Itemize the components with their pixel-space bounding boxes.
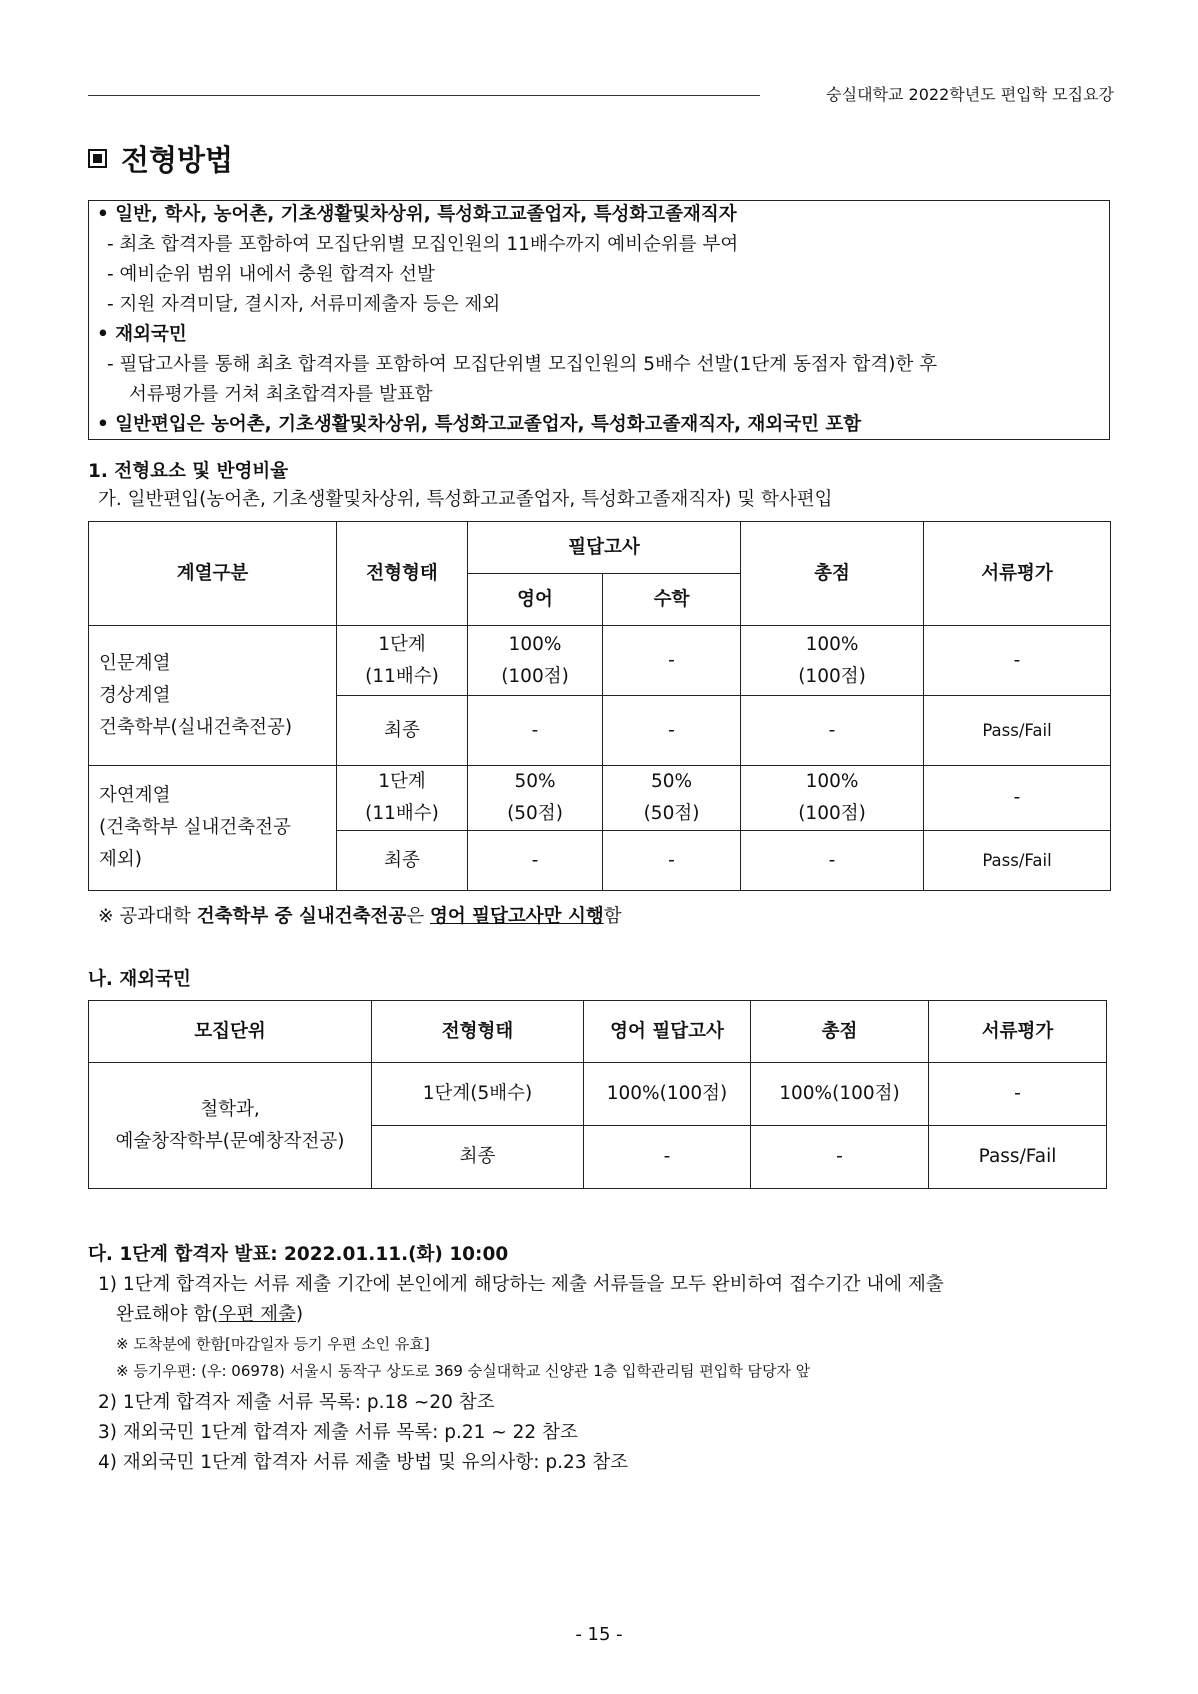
header-rule: [88, 95, 760, 96]
cell-exam: 100%(100점): [584, 1063, 751, 1126]
th-type: 전형형태: [372, 1001, 584, 1063]
th-total: 총점: [741, 522, 924, 626]
cell-group-humanities: 인문계열 경상계열 건축학부(실내건축전공): [89, 626, 337, 766]
th-english: 영어: [468, 574, 603, 626]
cell-exam: -: [584, 1126, 751, 1189]
cell-doc: Pass/Fail: [924, 831, 1111, 891]
section-title: [88, 138, 233, 179]
cell-total: 100% (100점): [741, 766, 924, 831]
cell-doc: -: [929, 1063, 1107, 1126]
th-type: 전형형태: [337, 522, 468, 626]
summary-line-2: - 최초 합격자를 포함하여 모집단위별 모집인원의 11배수까지 예비순위를 부여: [107, 234, 739, 255]
cell-total: -: [751, 1126, 929, 1189]
th-doc: 서류평가: [924, 522, 1111, 626]
th-total: 총점: [751, 1001, 929, 1063]
summary-line-5: • 재외국민: [97, 324, 187, 345]
cell-math: 50% (50점): [603, 766, 741, 831]
cell-type: 최종: [337, 831, 468, 891]
cell-math: -: [603, 831, 741, 891]
cell-total: 100%(100점): [751, 1063, 929, 1126]
item-1-line-2: 완료해야 함(우편 제출): [116, 1304, 304, 1325]
summary-line-8: • 일반편입은 농어촌, 기초생활및차상위, 특성화고교졸업자, 특성화고졸재직자, 재외국민 포함: [97, 414, 862, 435]
page-number: - 15 -: [575, 1624, 623, 1645]
table-general-transfer: [88, 521, 1111, 891]
cell-type: 1단계 (11배수): [337, 766, 468, 831]
th-group: 계열구분: [89, 522, 337, 626]
summary-line-3: - 예비순위 범위 내에서 충원 합격자 선발: [107, 264, 435, 285]
subsection-c-title: 다. 1단계 합격자 발표: 2022.01.11.(화) 10:00: [88, 1244, 509, 1265]
item-4: 4) 재외국민 1단계 합격자 서류 제출 방법 및 유의사항: p.23 참조: [98, 1452, 629, 1473]
cell-math: -: [603, 626, 741, 696]
cell-total: -: [741, 831, 924, 891]
item-3: 3) 재외국민 1단계 합격자 제출 서류 목록: p.21 ~ 22 참조: [98, 1422, 578, 1443]
cell-doc: -: [924, 626, 1111, 696]
th-math: 수학: [603, 574, 741, 626]
summary-line-7: 서류평가를 거쳐 최초합격자를 발표함: [129, 384, 433, 405]
th-unit: 모집단위: [89, 1001, 372, 1063]
item-1-line-1: 1) 1단계 합격자는 서류 제출 기간에 본인에게 해당하는 제출 서류들을 모두 완비하여 접수기간 내에 제출: [98, 1274, 944, 1295]
th-doc: 서류평가: [929, 1001, 1107, 1063]
cell-doc: Pass/Fail: [929, 1126, 1107, 1189]
cell-type: 최종: [337, 696, 468, 766]
item-1-note-1: ※ 도착분에 한함[마감일자 등기 우편 소인 유효]: [116, 1335, 430, 1353]
cell-english: 50% (50점): [468, 766, 603, 831]
running-header: 숭실대학교 2022학년도 편입학 모집요강: [826, 85, 1114, 104]
subsection-title-1: 1. 전형요소 및 반영비율: [88, 461, 289, 482]
cell-english: -: [468, 831, 603, 891]
item-1-note-2: ※ 등기우편: (우: 06978) 서울시 동작구 상도로 369 숭실대학교 신양관 1층 입학관리팀 편입학 담당자 앞: [116, 1362, 811, 1380]
section-title-text: 전형방법: [121, 143, 234, 177]
cell-total: 100% (100점): [741, 626, 924, 696]
table-overseas-korean: [88, 1000, 1107, 1189]
cell-unit: 철학과, 예술창작학부(문예창작전공): [89, 1063, 372, 1189]
th-exam: 필답고사: [468, 522, 741, 574]
subsection-b-title: 나. 재외국민: [88, 969, 191, 990]
cell-group-natural: 자연계열 (건축학부 실내건축전공 제외): [89, 766, 337, 891]
summary-box: [88, 200, 1110, 440]
architecture-note: ※ 공과대학 건축학부 중 실내건축전공은 영어 필답고사만 시행함: [98, 906, 622, 927]
filled-square-icon: [88, 149, 107, 168]
th-exam: 영어 필답고사: [584, 1001, 751, 1063]
cell-type: 최종: [372, 1126, 584, 1189]
item-2: 2) 1단계 합격자 제출 서류 목록: p.18 ~20 참조: [98, 1392, 495, 1413]
cell-english: 100% (100점): [468, 626, 603, 696]
cell-doc: -: [924, 766, 1111, 831]
cell-total: -: [741, 696, 924, 766]
cell-english: -: [468, 696, 603, 766]
summary-line-4: - 지원 자격미달, 결시자, 서류미제출자 등은 제외: [107, 294, 501, 315]
cell-type: 1단계 (11배수): [337, 626, 468, 696]
summary-line-6: - 필답고사를 통해 최초 합격자를 포함하여 모집단위별 모집인원의 5배수 선발(1단계 동점자 합격)한 후: [107, 354, 938, 375]
cell-math: -: [603, 696, 741, 766]
summary-line-1: • 일반, 학사, 농어촌, 기초생활및차상위, 특성화고교졸업자, 특성화고졸재직자: [97, 204, 737, 225]
cell-doc: Pass/Fail: [924, 696, 1111, 766]
cell-type: 1단계(5배수): [372, 1063, 584, 1126]
subsection-a-title: 가. 일반편입(농어촌, 기초생활및차상위, 특성화고교졸업자, 특성화고졸재직자) 및 학사편입: [98, 489, 833, 510]
